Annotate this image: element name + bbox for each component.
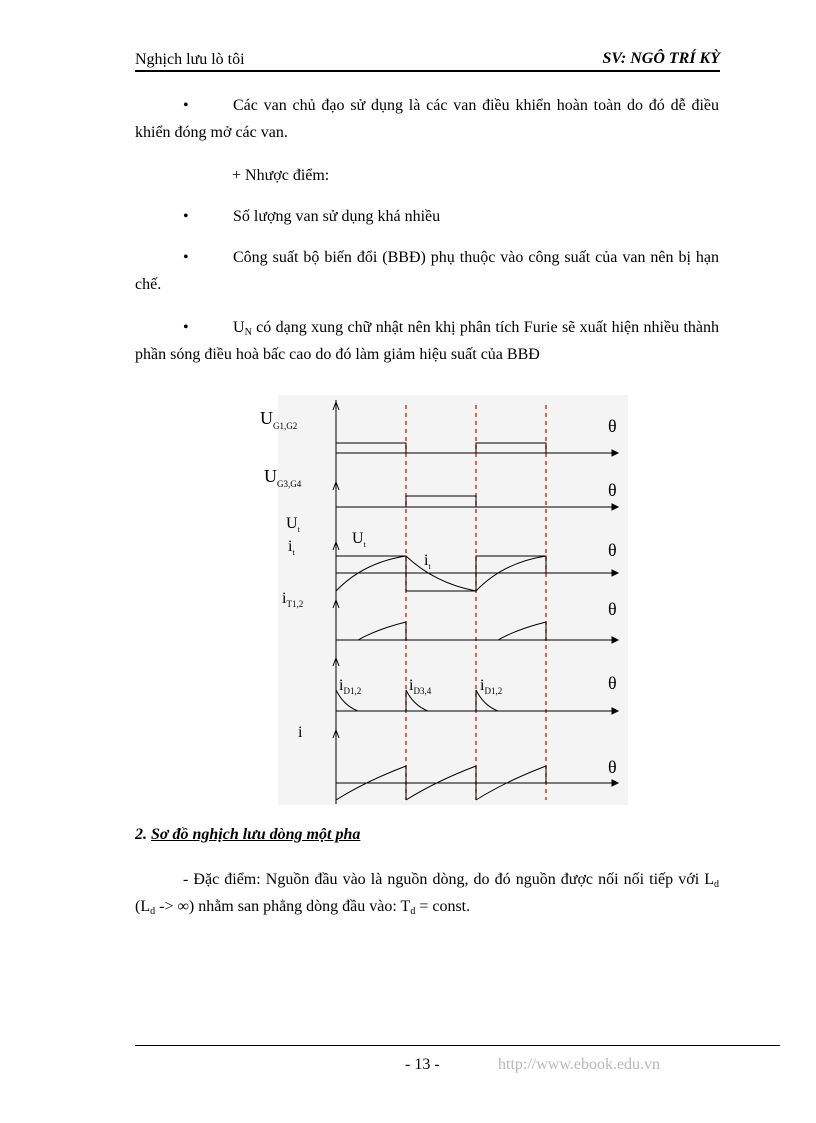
label-i: i: [298, 724, 303, 741]
svg-text:θ: θ: [608, 673, 617, 693]
label-it-mid: $i_t$: [424, 552, 431, 571]
un-symbol: U: [233, 319, 245, 336]
subscript: d: [714, 879, 719, 890]
section-number: 2.: [135, 826, 147, 843]
disadvantages-heading: + Nhược điểm:: [232, 167, 330, 184]
bullet-icon: •: [183, 249, 189, 266]
paragraph-text: Công suất bộ biến đổi (BBĐ) phụ thuộc vào công suất của van nên bị hạn chế.: [135, 249, 719, 293]
feature-paragraph: [135, 866, 719, 920]
label-id12-a: $i_{D1,2}$: [339, 677, 362, 696]
label-id34: $i_{D3,4}$: [409, 677, 432, 696]
svg-text:θ: θ: [608, 416, 617, 436]
bullet-icon: •: [183, 208, 189, 225]
paragraph-text: Các van chủ đạo sử dụng là các van điều khiển hoàn toàn do đó dễ điều khiển đóng mở các van.: [135, 97, 719, 141]
section-title: Sơ đồ nghịch lưu dòng một pha: [151, 826, 361, 843]
svg-text:θ: θ: [608, 540, 617, 560]
paragraph-text: Số lượng van sử dụng khá nhiều: [233, 208, 441, 225]
subscript: d: [150, 906, 156, 917]
un-subscript: N: [244, 327, 252, 338]
text-part: - Đặc điểm: Nguồn đầu vào là nguồn dòng, do đó nguồn được nối nối tiếp với L: [183, 871, 714, 888]
footer-rule: [135, 1045, 780, 1046]
label-id12-b: $i_{D1,2}$: [480, 677, 503, 696]
label-ut-mid: $U_t$: [352, 530, 366, 549]
text-part: -> ∞) nhằm san phẳng dòng đầu vào: T: [155, 898, 411, 915]
svg-text:θ: θ: [608, 480, 617, 500]
label-it12: $i_{T1,2}$: [282, 590, 304, 609]
text-part: = const.: [415, 898, 471, 915]
header-author: SV: NGÔ TRÍ KỲ: [602, 50, 720, 67]
label-ug12: $U_{G1,G2}$: [260, 408, 298, 431]
figure-background: [278, 395, 628, 805]
svg-text:θ: θ: [608, 757, 617, 777]
text-part: (L: [135, 898, 151, 915]
label-it: $i_t$: [288, 538, 295, 557]
bullet-icon: •: [183, 97, 189, 114]
svg-text:θ: θ: [608, 599, 617, 619]
bullet-icon: •: [183, 319, 189, 336]
label-ut: $U_t$: [286, 515, 300, 534]
label-ug34: $U_{G3,G4}$: [264, 466, 302, 489]
footer-url: http://www.ebook.edu.vn: [498, 1056, 661, 1073]
section-heading: [135, 826, 360, 844]
header-title: Nghịch lưu lò tôi: [135, 51, 245, 68]
subscript: d: [410, 906, 416, 917]
paragraph-text: có dạng xung chữ nhật nên khị phân tích Furie sẽ xuất hiện nhiều thành phần sóng điều hoà bấc cao do đó làm giảm hiệu suất của BBĐ: [135, 319, 719, 363]
page-number: - 13 -: [405, 1056, 440, 1073]
